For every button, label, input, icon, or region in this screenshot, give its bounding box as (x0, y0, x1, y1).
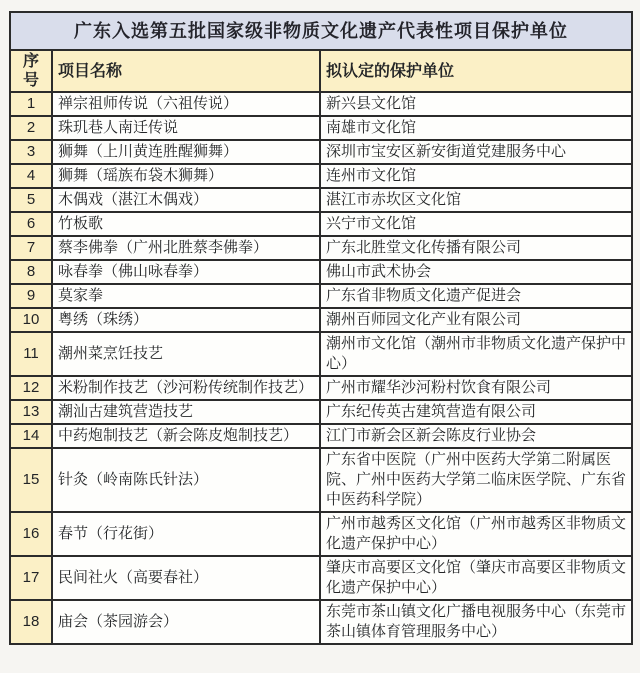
protection-unit-cell: 兴宁市文化馆 (320, 212, 632, 236)
protection-unit-cell: 广东省非物质文化遗产促进会 (320, 284, 632, 308)
project-name-cell: 中药炮制技艺（新会陈皮炮制技艺） (52, 424, 320, 448)
heritage-table (9, 11, 633, 645)
project-name-cell: 潮州菜烹饪技艺 (52, 332, 320, 376)
protection-unit-cell: 广东北胜堂文化传播有限公司 (320, 236, 632, 260)
table-row (10, 116, 632, 140)
serial-cell: 18 (10, 600, 52, 644)
table-row (10, 332, 632, 376)
serial-cell: 16 (10, 512, 52, 556)
protection-unit-cell: 深圳市宝安区新安街道党建服务中心 (320, 140, 632, 164)
column-header-project-name: 项目名称 (52, 50, 320, 92)
project-name-cell: 蔡李佛拳（广州北胜蔡李佛拳） (52, 236, 320, 260)
table-body (10, 92, 632, 644)
table-row (10, 212, 632, 236)
project-name-cell: 莫家拳 (52, 284, 320, 308)
header-row (10, 50, 632, 92)
project-name-cell: 春节（行花街） (52, 512, 320, 556)
project-name-cell: 竹板歌 (52, 212, 320, 236)
protection-unit-cell: 连州市文化馆 (320, 164, 632, 188)
serial-cell: 11 (10, 332, 52, 376)
protection-unit-cell: 南雄市文化馆 (320, 116, 632, 140)
protection-unit-cell: 潮州市文化馆（潮州市非物质文化遗产保护中心） (320, 332, 632, 376)
protection-unit-cell: 新兴县文化馆 (320, 92, 632, 116)
table-row (10, 424, 632, 448)
project-name-cell: 禅宗祖师传说（六祖传说） (52, 92, 320, 116)
table-row (10, 236, 632, 260)
table-row (10, 376, 632, 400)
table-row (10, 512, 632, 556)
table-row (10, 164, 632, 188)
project-name-cell: 粤绣（珠绣） (52, 308, 320, 332)
serial-cell: 15 (10, 448, 52, 512)
protection-unit-cell: 湛江市赤坎区文化馆 (320, 188, 632, 212)
serial-cell: 1 (10, 92, 52, 116)
project-name-cell: 米粉制作技艺（沙河粉传统制作技艺） (52, 376, 320, 400)
protection-unit-cell: 肇庆市高要区文化馆（肇庆市高要区非物质文化遗产保护中心） (320, 556, 632, 600)
serial-cell: 10 (10, 308, 52, 332)
project-name-cell: 民间社火（高要春社） (52, 556, 320, 600)
protection-unit-cell: 广州市耀华沙河粉村饮食有限公司 (320, 376, 632, 400)
table-row (10, 284, 632, 308)
project-name-cell: 狮舞（上川黄连胜醒狮舞） (52, 140, 320, 164)
serial-cell: 5 (10, 188, 52, 212)
protection-unit-cell: 东莞市茶山镇文化广播电视服务中心（东莞市茶山镇体育管理服务中心） (320, 600, 632, 644)
table-row (10, 308, 632, 332)
table-title: 广东入选第五批国家级非物质文化遗产代表性项目保护单位 (9, 11, 633, 49)
serial-cell: 6 (10, 212, 52, 236)
table-row (10, 260, 632, 284)
table-row (10, 140, 632, 164)
serial-cell: 14 (10, 424, 52, 448)
project-name-cell: 潮汕古建筑营造技艺 (52, 400, 320, 424)
serial-cell: 7 (10, 236, 52, 260)
project-name-cell: 咏春拳（佛山咏春拳） (52, 260, 320, 284)
serial-cell: 9 (10, 284, 52, 308)
project-name-cell: 针灸（岭南陈氏针法） (52, 448, 320, 512)
protection-unit-cell: 江门市新会区新会陈皮行业协会 (320, 424, 632, 448)
table-row (10, 92, 632, 116)
project-name-cell: 狮舞（瑶族布袋木狮舞） (52, 164, 320, 188)
table-row (10, 188, 632, 212)
project-name-cell: 珠玑巷人南迁传说 (52, 116, 320, 140)
serial-cell: 12 (10, 376, 52, 400)
table-row (10, 448, 632, 512)
table-row (10, 600, 632, 644)
table-row (10, 556, 632, 600)
table-row (10, 400, 632, 424)
protection-unit-cell: 潮州百师园文化产业有限公司 (320, 308, 632, 332)
protection-unit-cell: 广东纪传英古建筑营造有限公司 (320, 400, 632, 424)
column-header-serial: 序号 (10, 50, 52, 92)
protection-unit-cell: 广东省中医院（广州中医药大学第二附属医院、广州中医药大学第二临床医学院、广东省中医药科学院） (320, 448, 632, 512)
serial-cell: 17 (10, 556, 52, 600)
table-header (10, 50, 632, 92)
project-name-cell: 庙会（茶园游会） (52, 600, 320, 644)
protection-unit-cell: 佛山市武术协会 (320, 260, 632, 284)
serial-cell: 4 (10, 164, 52, 188)
serial-cell: 13 (10, 400, 52, 424)
serial-cell: 8 (10, 260, 52, 284)
serial-cell: 2 (10, 116, 52, 140)
serial-cell: 3 (10, 140, 52, 164)
project-name-cell: 木偶戏（湛江木偶戏） (52, 188, 320, 212)
protection-unit-cell: 广州市越秀区文化馆（广州市越秀区非物质文化遗产保护中心） (320, 512, 632, 556)
column-header-protection-unit: 拟认定的保护单位 (320, 50, 632, 92)
